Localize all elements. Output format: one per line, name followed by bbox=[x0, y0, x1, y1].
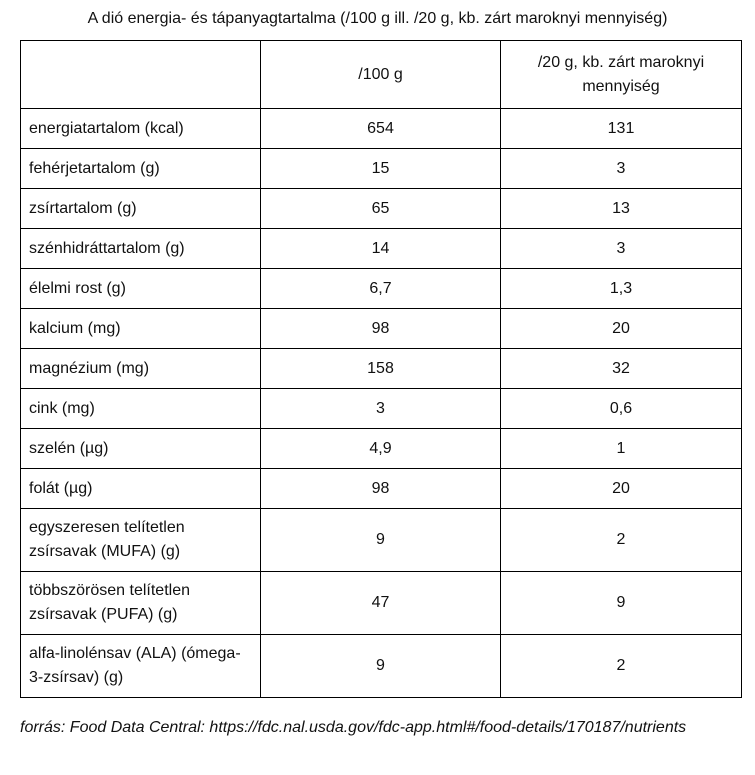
value-per20: 1,3 bbox=[501, 269, 742, 309]
table-row bbox=[21, 469, 742, 509]
table-row bbox=[21, 309, 742, 349]
table-row bbox=[21, 189, 742, 229]
value-per20: 131 bbox=[501, 109, 742, 149]
value-per20: 13 bbox=[501, 189, 742, 229]
table-row bbox=[21, 229, 742, 269]
value-per100: 14 bbox=[261, 229, 501, 269]
header-cell-per100: /100 g bbox=[261, 41, 501, 109]
nutrient-label: zsírtartalom (g) bbox=[21, 189, 261, 229]
table-row bbox=[21, 572, 742, 635]
value-per20: 2 bbox=[501, 635, 742, 698]
header-cell-empty bbox=[21, 41, 261, 109]
source-citation: forrás: Food Data Central: https://fdc.nal.usda.gov/fdc-app.html#/food-details/170187/nutrients bbox=[20, 719, 687, 736]
value-per100: 65 bbox=[261, 189, 501, 229]
value-per100: 3 bbox=[261, 389, 501, 429]
table-title: A dió energia- és tápanyagtartalma (/100 g ill. /20 g, kb. zárt maroknyi mennyiség) bbox=[87, 10, 668, 27]
table-row bbox=[21, 149, 742, 189]
value-per100: 15 bbox=[261, 149, 501, 189]
nutrient-table bbox=[20, 40, 742, 698]
nutrient-label: szénhidráttartalom (g) bbox=[21, 229, 261, 269]
nutrient-label: magnézium (mg) bbox=[21, 349, 261, 389]
table-row bbox=[21, 109, 742, 149]
table-row bbox=[21, 349, 742, 389]
table-row bbox=[21, 635, 742, 698]
nutrient-label: élelmi rost (g) bbox=[21, 269, 261, 309]
value-per20: 20 bbox=[501, 469, 742, 509]
value-per100: 98 bbox=[261, 309, 501, 349]
nutrient-label: alfa-linolénsav (ALA) (ómega-3-zsírsav) (g) bbox=[21, 635, 261, 698]
value-per20: 32 bbox=[501, 349, 742, 389]
value-per20: 3 bbox=[501, 229, 742, 269]
nutrient-label: fehérjetartalom (g) bbox=[21, 149, 261, 189]
value-per100: 98 bbox=[261, 469, 501, 509]
value-per20: 1 bbox=[501, 429, 742, 469]
nutrient-label: energiatartalom (kcal) bbox=[21, 109, 261, 149]
table-row bbox=[21, 509, 742, 572]
value-per20: 2 bbox=[501, 509, 742, 572]
value-per100: 6,7 bbox=[261, 269, 501, 309]
nutrient-label: kalcium (mg) bbox=[21, 309, 261, 349]
table-row bbox=[21, 389, 742, 429]
table-row bbox=[21, 429, 742, 469]
value-per100: 4,9 bbox=[261, 429, 501, 469]
table-header-row bbox=[21, 41, 742, 109]
nutrient-label: többszörösen telítetlen zsírsavak (PUFA) (g) bbox=[21, 572, 261, 635]
nutrient-label: szelén (µg) bbox=[21, 429, 261, 469]
header-cell-per20: /20 g, kb. zárt maroknyi mennyiség bbox=[501, 41, 742, 109]
value-per20: 20 bbox=[501, 309, 742, 349]
value-per20: 3 bbox=[501, 149, 742, 189]
value-per100: 9 bbox=[261, 509, 501, 572]
value-per20: 0,6 bbox=[501, 389, 742, 429]
value-per100: 158 bbox=[261, 349, 501, 389]
value-per100: 654 bbox=[261, 109, 501, 149]
value-per100: 9 bbox=[261, 635, 501, 698]
value-per20: 9 bbox=[501, 572, 742, 635]
nutrient-label: cink (mg) bbox=[21, 389, 261, 429]
table-row bbox=[21, 269, 742, 309]
nutrient-label: egyszeresen telítetlen zsírsavak (MUFA) (g) bbox=[21, 509, 261, 572]
nutrient-label: folát (µg) bbox=[21, 469, 261, 509]
value-per100: 47 bbox=[261, 572, 501, 635]
